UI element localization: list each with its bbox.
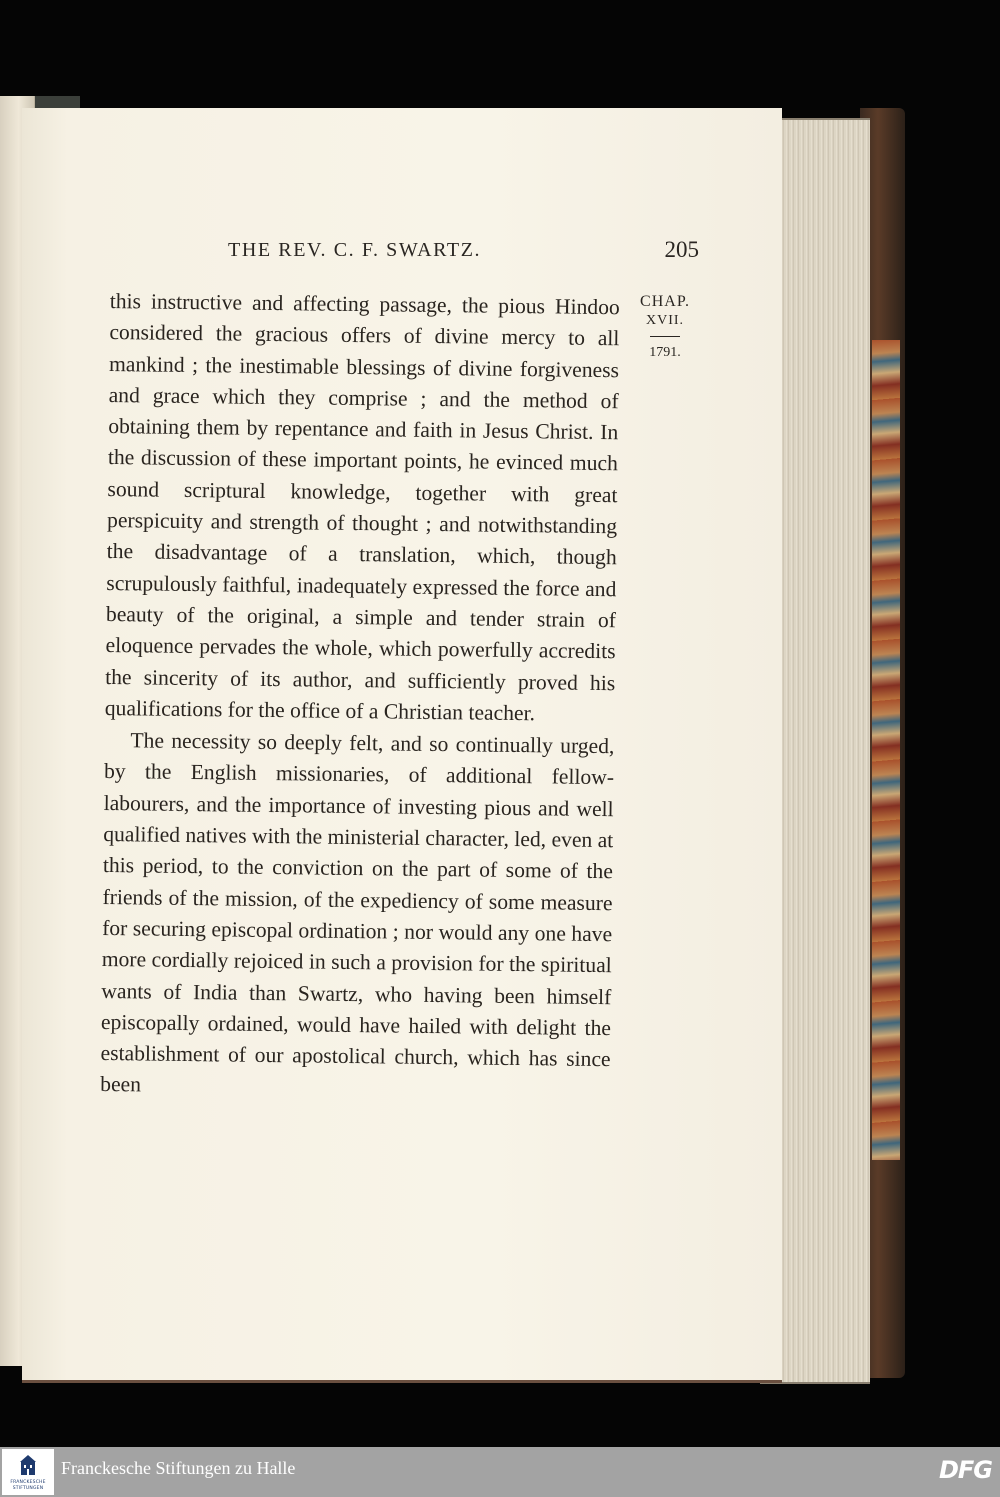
margin-note xyxy=(630,292,700,362)
paragraph: The necessity so deeply felt, and so continually urged, by the English missionaries, of additional fellow-labourers, and the importance of investing pious and well qualified natives with the ministerial character, led, even at this period, to the conviction on the part of some of the friends of the mission, of the expediency of some measure for securing episcopal ordination ; nor would any one have more cordially rejoiced in such a provision for the spiritual wants of India than Swartz, who having been himself episcopally ordained, would have hailed with delight the establishment of our apostolical church, which has since been xyxy=(100,728,615,1097)
margin-note-chap: CHAP. xyxy=(640,293,690,310)
page-number: 205 xyxy=(664,237,699,262)
body-text xyxy=(100,286,620,1107)
margin-note-rule xyxy=(650,336,680,337)
running-head xyxy=(228,237,703,271)
margin-note-year: 1791. xyxy=(649,345,681,360)
francke-logo[interactable] xyxy=(2,1449,54,1495)
institution-label: Franckesche Stiftungen zu Halle xyxy=(61,1458,296,1478)
logo-text: FRANCKESCHE STIFTUNGEN xyxy=(10,1480,46,1491)
margin-note-chapter-number: XVII. xyxy=(645,313,685,328)
footer-bar xyxy=(0,1447,1000,1497)
running-title: THE REV. C. F. SWARTZ. xyxy=(228,239,482,261)
orphanage-building-icon xyxy=(18,1455,38,1477)
paragraph: this instructive and affecting passage, the pious Hindoo considered the gracious offers of divine mercy to all mankind ; the inestimable blessings of divine forgiveness and grace which they comprise ; and the method of obtaining them by repentance and faith in Jesus Christ. In the discussion of these important points, he evinced much sound scriptural knowledge, together with great perspicuity and strength of thought ; and notwithstanding the disadvantage of a translation, which, though scrupulously faithful, inadequately expressed the force and beauty of the original, a simple and tender strain of eloquence pervades the whole, which powerfully accredits the sincerity of its author, and sufficiently proved his qualifications for the office of a Christian teacher. xyxy=(104,288,620,726)
dfg-logo[interactable]: DFG xyxy=(938,1456,992,1484)
marbled-edge xyxy=(872,340,900,1160)
